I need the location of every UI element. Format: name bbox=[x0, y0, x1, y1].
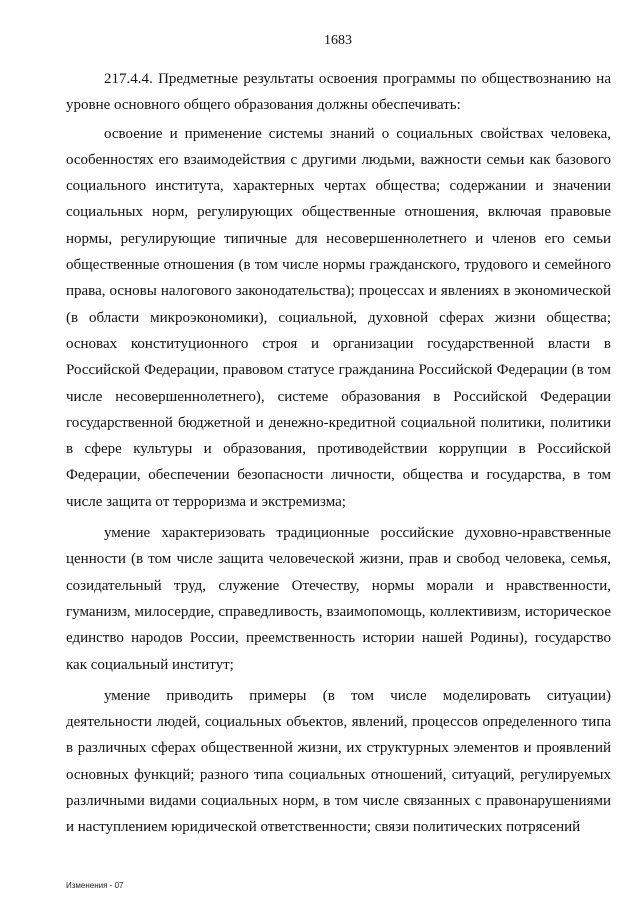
page-number: 1683 bbox=[324, 33, 352, 48]
paragraph-traditional-values: умение характеризовать традиционные российские духовно-нравственные ценности (в том числе защита человеческой жизни, прав и свобод человека, семья, созидательный труд, служение Отечеству, нормы морали и нравственности, гуманизм, милосердие, справедливость, взаимопомощь, коллективизм, историческое единство народов России, преемственность истории нашей Родины), государство как социальный институт; bbox=[66, 525, 611, 673]
paragraph-examples: умение приводить примеры (в том числе моделировать ситуации) деятельности людей, социальных объектов, явлений, процессов определенного типа в различных сферах общественной жизни, их структурных элементов и проявлений основных функций; разного типа социальных отношений, ситуаций, регулируемых различными видами социальных норм, в том числе связанных с правонарушениями и наступлением юридической ответственности; связи политических потрясений bbox=[66, 687, 611, 836]
paragraph-section-heading: 217.4.4. Предметные результаты освоения программы по обществознанию на уровне основного общего образования должны обеспечивать: bbox=[66, 71, 611, 114]
body-text bbox=[66, 66, 611, 846]
footer-note: Изменения - 07 bbox=[66, 881, 124, 890]
paragraph-knowledge-system: освоение и применение системы знаний о социальных свойствах человека, особенностях его взаимодействия с другими людьми, важности семьи как базового социального института, характерных чертах общества; содержании и значении социальных норм, регулирующих общественные отношения, включая правовые нормы, регулирующие типичные для несовершеннолетнего и членов его семьи общественные отношения (в том числе нормы гражданского, трудового и семейного права, основы налогового законодательства); процессах и явлениях в экономической (в области микроэкономики), социальной, духовной сферах жизни общества; основах конституционного строя и организации государственной власти в Российской Федерации, правовом статусе гражданина Российской Федерации (в том числе несовершеннолетнего), системе образования в Российской Федерации государственной бюджетной и денежно-кредитной социальной политики, политики в сфере культуры и образования, противодействии коррупции в Российской Федерации, обеспечении безопасности личности, общества и государства, в том числе защита от терроризма и экстремизма; bbox=[66, 125, 611, 510]
